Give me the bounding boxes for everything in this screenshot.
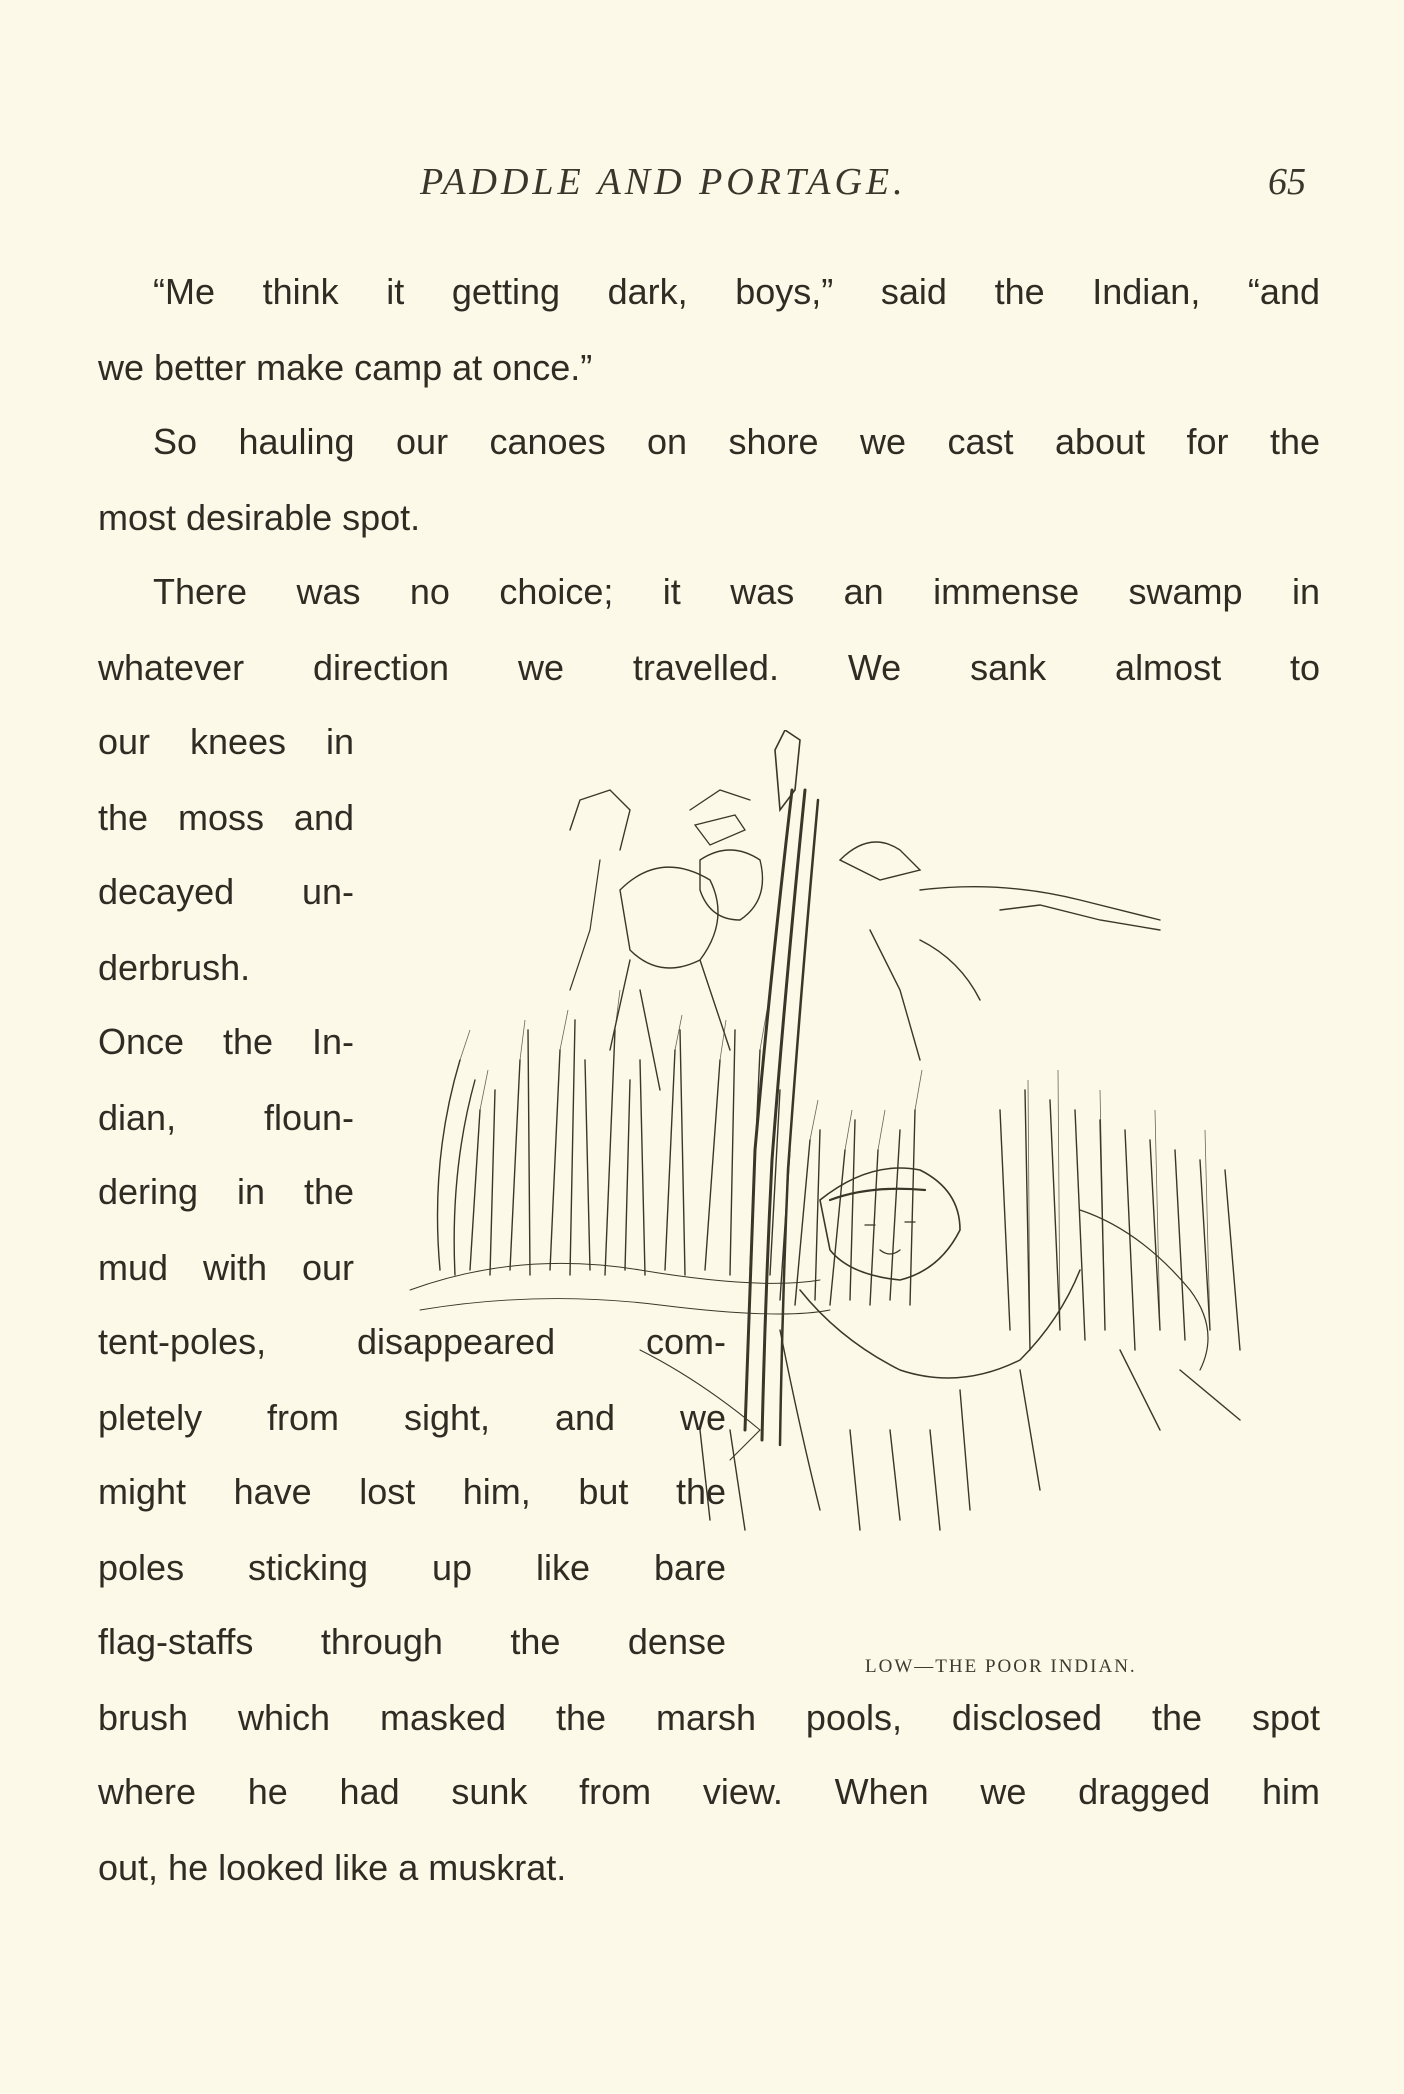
illustration-caption: LOW—THE POOR INDIAN. xyxy=(865,1656,1137,1677)
text-line: poles sticking up like bare xyxy=(98,1547,726,1588)
text-line: dering in the xyxy=(98,1171,354,1212)
text-line: derbrush. xyxy=(98,947,251,988)
text-line: So hauling our canoes on shore we cast about for the xyxy=(153,421,1320,462)
text-line: where he had sunk from view. When we dragged him xyxy=(98,1771,1320,1812)
text-line: There was no choice; it was an immense swamp in xyxy=(153,571,1320,612)
text-line: decayed un- xyxy=(98,871,354,912)
text-line: pletely from sight, and we xyxy=(98,1397,726,1438)
page-number: 65 xyxy=(1268,161,1306,203)
text-line: mud with our xyxy=(98,1247,354,1288)
text-line: brush which masked the marsh pools, disclosed the spot xyxy=(98,1697,1320,1738)
text-line: out, he looked like a muskrat. xyxy=(98,1847,567,1888)
text-line: whatever direction we travelled. We sank almost to xyxy=(98,647,1320,688)
text-line: flag-staffs through the dense xyxy=(98,1621,726,1662)
text-line: our knees in xyxy=(98,721,354,762)
text-line: Once the In- xyxy=(98,1021,354,1062)
text-line: most desirable spot. xyxy=(98,497,421,538)
running-title: PADDLE AND PORTAGE. xyxy=(420,161,907,203)
text-line: we better make camp at once.” xyxy=(98,347,593,388)
text-line: might have lost him, but the xyxy=(98,1471,726,1512)
illustration-swamp-scene xyxy=(400,730,1330,1560)
text-line: the moss and xyxy=(98,797,354,838)
text-line: dian, floun- xyxy=(98,1097,354,1138)
text-line: “Me think it getting dark, boys,” said the Indian, “and xyxy=(153,271,1320,312)
text-line: tent-poles, disappeared com- xyxy=(98,1321,726,1362)
